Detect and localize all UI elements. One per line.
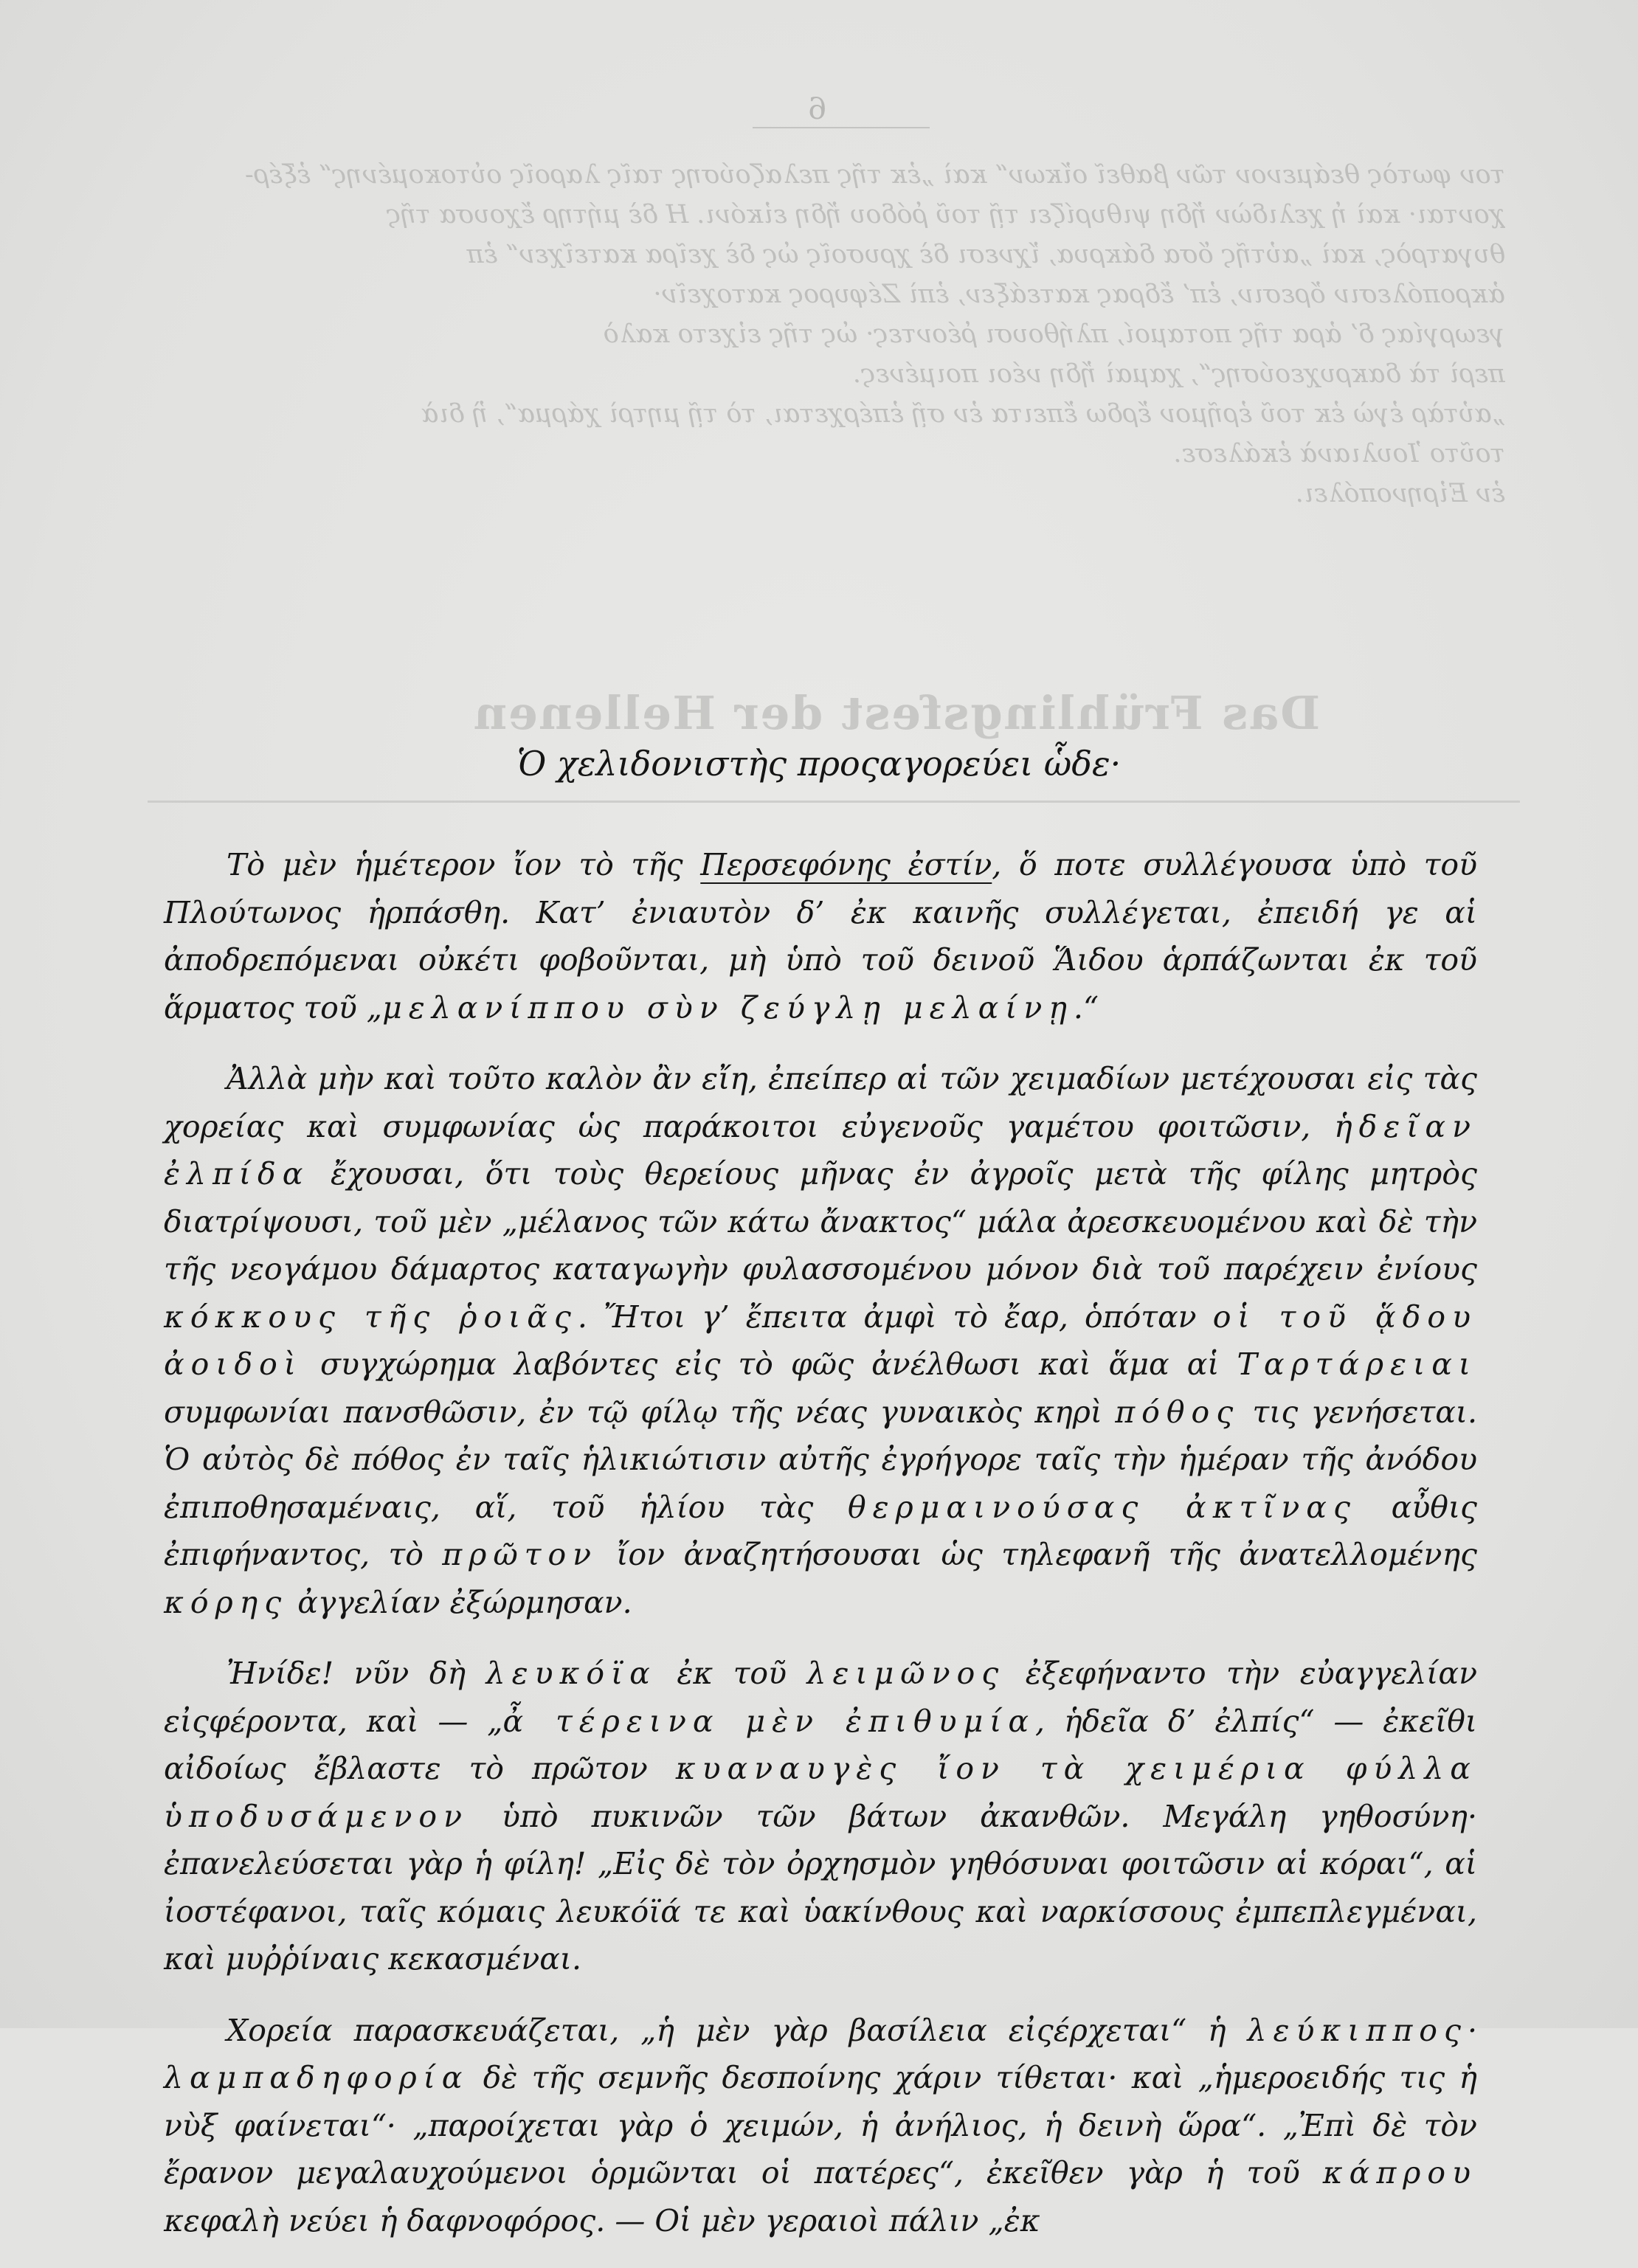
text-run: Ἀλλὰ μὴν καὶ τοῦτο καλὸν ἂν εἴη, ἐπείπερ αἱ τῶν χειμαδίων μετέχουσαι εἰς τὰς χορείας καὶ συμφωνίας ὡς παράκοιτοι εὐγενοῦς γαμέτου φοιτῶσιν, <box>164 1061 1477 1144</box>
bleed-line: χονται· καὶ ἡ χελιδὼν ἤδη ψιθυρίζει τῇ τοῦ ῥόδου ἤδη εἰκόνι. Η δὲ μήτηρ ἔχουσα τῆς <box>386 200 1505 229</box>
text-run: δὲ τῆς σεμνῆς δεσποίνης χάριν τίθεται· καὶ „ἡμεροειδής τις ἡ νὺξ φαίνεται“· „παροίχεται γὰρ ὁ χειμών, ἡ ἀνήλιος, ἡ δεινὴ ὥρα“. „Ἐπὶ δὲ τὸν ἔρανον μεγαλαυχούμενοι ὁρμῶνται οἱ πατέρες“, ἐκεῖθεν γὰρ ἡ τοῦ <box>164 2060 1477 2191</box>
spaced-emphasis: λεύκιππος <box>1247 2012 1468 2048</box>
spaced-emphasis: μελανίππου σὺν ζεύγλῃ μελαίνῃ <box>382 989 1074 1026</box>
paragraph <box>164 1055 1477 1626</box>
text-run: , ὅ ποτε συλλέγουσα ὑπὸ τοῦ Πλούτωνος ἡρπάσθη. Κατ’ ἐνιαυτὸν δ’ ἐκ καινῆς συλλέγεται, ἐπειδή γε αἱ ἀποδρεπόμεναι οὐκέτι φοβοῦνται, μὴ ὑπὸ τοῦ δεινοῦ Ἅιδου ἁρπάζωνται ἐκ τοῦ ἅρματος τοῦ „ <box>164 847 1477 1026</box>
text-run: συγχώρημα λαβόντες εἰς τὸ φῶς ἀνέλθωσι καὶ ἅμα αἱ <box>302 1346 1237 1382</box>
bleed-line: γεωργίας δ’ ἀρα τῆς ποταμοί, πλήθουσι ῥέοντες· ὡς τῆς εἰχετο καλὸ <box>603 319 1505 349</box>
bleed-line: τοῦτο Ἰουλιανὰ ἐκάλεσε. <box>1173 439 1505 469</box>
bleed-through-text <box>148 155 1505 514</box>
text-run: . Ἤτοι γ’ ἔπειτα ἀμφὶ τὸ ἔαρ, ὁπόταν <box>577 1299 1213 1335</box>
text-run: κεφαλὴ νεύει ἡ δαφνοφόρος. — Οἱ μὲν γεραιοὶ πάλιν „ἐκ <box>164 2202 1040 2238</box>
bleed-heading: Das Frühlingsfest der Hellenen <box>472 686 1321 740</box>
bleed-line: τον φωτὸς θεάμενον τῶν βαθεῖ οἴκων“ καὶ „ἐκ τῆς πελαζούσης ταῖς λαροῖς οὑτοκομένης“ ἐξέρ- <box>244 160 1505 190</box>
section-heading: Ὁ χελιδονιστὴς προςαγορεύει ὧδε· <box>516 744 1122 784</box>
text-run: ὑπὸ πυκινῶν τῶν βάτων ἀκανθῶν. Μεγάλη γηθοσύνη· ἐπανελεύσεται γὰρ ἡ φίλη! „Εἰς δὲ τὸν ὀρχησμὸν γηθόσυναι φοιτῶσιν αἱ κόραι“, αἱ ἰοστέφανοι, ταῖς κόμαις λευκόϊά τε καὶ ὑακίνθους καὶ ναρκίσσους ἐμπεπλεγμέναι, καὶ μυῤῥίναις κεκασμέναι. <box>164 1798 1477 1977</box>
bleed-rule-lower <box>148 801 1520 803</box>
body-text <box>164 841 1477 2268</box>
bleed-line: ἐν Εἰρηνοπόλει. <box>1295 479 1505 508</box>
text-run: Τὸ μὲν ἡμέτερον ἴον τὸ τῆς <box>227 847 701 882</box>
spaced-emphasis: λαμπαδηφορία <box>164 2060 469 2095</box>
text-run: ἔχουσαι, ὅτι τοὺς θερείους μῆνας ἐν ἀγροῖς μετὰ τῆς φίλης μητρὸς διατρίψουσι, τοῦ μὲν „μέλανος τῶν κάτω ἄνακτος“ μάλα ἀρεσκευομένου καὶ δὲ τὴν τῆς νεογάμου δάμαρτος καταγωγὴν φυλασσομένου μόνον διὰ τοῦ παρέχειν ἐνίους <box>164 1156 1477 1287</box>
spaced-emphasis: πόθος <box>1115 1394 1240 1430</box>
underlined-text: Περσεφόνης ἐστίν <box>700 847 992 882</box>
text-run: Ἠνίδε! νῦν δὴ <box>227 1656 486 1691</box>
paragraph <box>164 841 1477 1031</box>
text-run: Χορεία παρασκευάζεται, „ἡ μὲν γὰρ βασίλεια εἰςέρχεται“ ἡ <box>227 2012 1248 2048</box>
spaced-emphasis: ἆ τέρεινα μὲν ἐπιθυμία <box>502 1703 1036 1739</box>
spaced-emphasis: ἡδεῖαν ἐλπίδα <box>164 1108 1477 1192</box>
text-run: ἴον ἀναζητήσουσαι ὡς τηλεφανῆ τῆς ἀνατελλομένης <box>598 1537 1478 1572</box>
bleed-rule <box>753 127 930 128</box>
spaced-emphasis: λευκόϊα <box>485 1656 657 1691</box>
text-run: .“ <box>1073 989 1099 1026</box>
bleed-page-number: 6 <box>808 92 827 126</box>
text-run: ἐκ τοῦ <box>656 1656 807 1691</box>
bleed-line: „αὐτὰρ ἐγὼ ἐκ τοῦ ἐρῆμον ἔρδω ἔπειτα ἐν σῇ ἐπέρχεται, τὸ τῇ μητρὶ χάρμα“, ἢ διὰ <box>421 399 1505 429</box>
bleed-line: περὶ τὰ δακρυχεούσης“, χαμαὶ ἤδη νέοι ποιμένες. <box>852 359 1505 389</box>
text-run: συμφωνίαι πανσθῶσιν, ἐν τῷ φίλῳ τῆς νέας γυναικὸς κηρὶ <box>164 1394 1116 1430</box>
spaced-emphasis: κυαναυγὲς ἴον τὰ χειμέρια φύλλα ὑποδυσάμενον <box>164 1751 1477 1834</box>
text-run: τις γενήσεται. Ὁ αὐτὸς δὲ πόθος ἐν ταῖς ἡλικιώτισιν αὐτῆς ἐγρήγορε ταῖς τὴν ἡμέραν τῆς ἀνόδου ἐπιποθησαμέναις, αἵ, τοῦ ἡλίου τὰς <box>164 1394 1477 1525</box>
text-run: , ἡδεῖα δ’ ἐλπίς“ — ἐκεῖθι αἰδοίως ἔβλαστε τὸ πρῶτον <box>164 1703 1477 1786</box>
paragraph <box>164 1650 1477 1983</box>
bleed-line: θυγατρὸς, καὶ „αὐτῆς ὅσα δάκρυα, ἴχνεσι δὲ χρυσοῖς ὡς δὲ χεῖρα κατεῖχεν“ ἐπ <box>466 240 1505 269</box>
spaced-emphasis: θερμαινούσας ἀκτῖνας <box>848 1489 1357 1525</box>
text-run: ἀγγελίαν ἐξώρμησαν. <box>288 1584 632 1620</box>
spaced-emphasis: κόκκους τῆς ῥοιᾶς <box>164 1299 578 1335</box>
text-run: ἐξεφήναντο τὴν εὐαγγελίαν εἰςφέροντα, καὶ — „ <box>164 1656 1477 1739</box>
spaced-emphasis: κάπρου <box>1322 2155 1477 2191</box>
paragraph <box>164 2007 1477 2245</box>
spaced-emphasis: πρῶτον <box>442 1537 598 1572</box>
spaced-emphasis: κόρης <box>164 1584 288 1620</box>
spaced-emphasis: Ταρτάρειαι <box>1237 1346 1477 1382</box>
spaced-emphasis: οἱ τοῦ ᾅδου ἀοιδοὶ <box>164 1299 1477 1382</box>
bleed-line: ἀκροπόλεσιν ὄρεσιν, ἐπ’ ἔδρας κατεάξεν, ἐπὶ Ζέφυρος κατοχεῖν· <box>653 280 1505 309</box>
text-run: · <box>1467 2012 1477 2048</box>
text-run: αὖθις ἐπιφήναντος, τὸ <box>164 1489 1477 1572</box>
spaced-emphasis: λειμῶνος <box>806 1656 1006 1691</box>
